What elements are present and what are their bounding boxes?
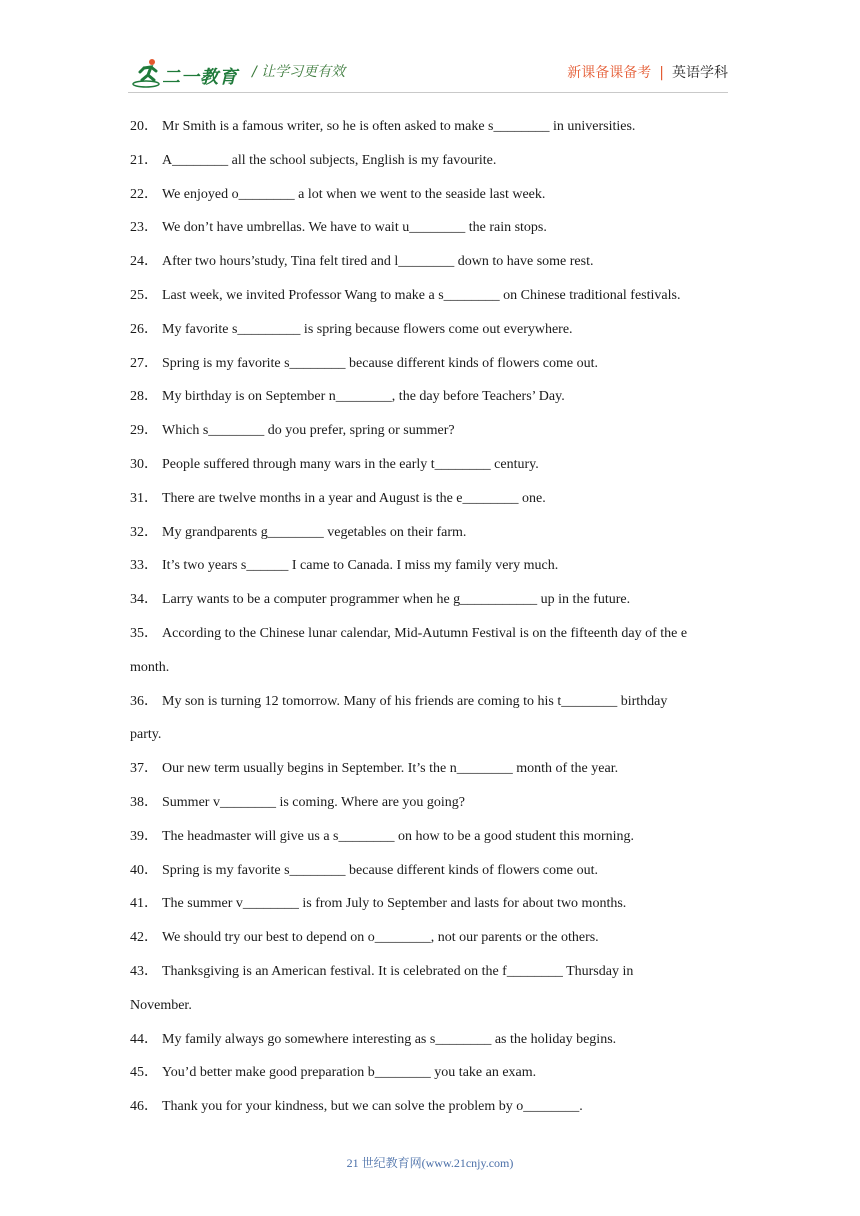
question-text: Mr Smith is a famous writer, so he is often asked to make s________ in universities. bbox=[162, 119, 636, 134]
question-item bbox=[130, 955, 730, 989]
question-text: Our new term usually begins in September. It’s the n________ month of the year. bbox=[162, 761, 619, 777]
question-item bbox=[130, 245, 730, 279]
question-number: 23． bbox=[130, 220, 158, 236]
question-item bbox=[130, 380, 730, 414]
question-text: After two hours’study, Tina felt tired and l________ down to have some rest. bbox=[162, 254, 594, 270]
question-text: The headmaster will give us a s________ on how to be a good student this morning. bbox=[162, 828, 635, 844]
question-item bbox=[130, 617, 730, 651]
question-number: 32． bbox=[130, 524, 158, 540]
question-number: 25． bbox=[130, 287, 158, 303]
question-text: My grandparents g________ vegetables on their farm. bbox=[162, 524, 467, 540]
question-number: 28． bbox=[130, 389, 158, 405]
question-item bbox=[130, 1056, 730, 1090]
header-separator: | bbox=[659, 65, 664, 81]
question-text: Thanksgiving is an American festival. It is celebrated on the f________ Thursday in bbox=[162, 963, 634, 979]
question-number: 24． bbox=[130, 254, 158, 270]
question-text: Spring is my favorite s________ because different kinds of flowers come out. bbox=[162, 355, 598, 371]
question-item bbox=[130, 178, 730, 212]
question-text: It’s two years s______ I came to Canada. I miss my family very much. bbox=[162, 558, 559, 574]
question-text: We don’t have umbrellas. We have to wait u________ the rain stops. bbox=[162, 220, 547, 236]
question-number: 38． bbox=[130, 794, 158, 810]
question-item bbox=[130, 110, 730, 144]
question-text: Thank you for your kindness, but we can solve the problem by o________. bbox=[162, 1099, 583, 1115]
question-item bbox=[130, 482, 730, 516]
question-text: My family always go somewhere interesting as s________ as the holiday begins. bbox=[162, 1031, 617, 1047]
question-item bbox=[130, 347, 730, 381]
question-item bbox=[130, 549, 730, 583]
logo-text: 二一教育 bbox=[162, 67, 238, 88]
page-header bbox=[128, 52, 728, 92]
question-text: Which s________ do you prefer, spring or summer? bbox=[162, 423, 455, 439]
question-number: 41． bbox=[130, 896, 158, 912]
question-continuation: month. bbox=[130, 659, 170, 675]
header-subject: 英语学科 bbox=[672, 65, 728, 81]
question-text: You’d better make good preparation b________ you take an exam. bbox=[162, 1065, 537, 1081]
question-text: We enjoyed o________ a lot when we went to the seaside last week. bbox=[162, 186, 546, 202]
question-text: People suffered through many wars in the early t________ century. bbox=[162, 456, 539, 472]
question-item bbox=[130, 414, 730, 448]
question-text: There are twelve months in a year and August is the e________ one. bbox=[162, 490, 546, 506]
question-number: 46． bbox=[130, 1099, 158, 1115]
question-text: According to the Chinese lunar calendar, Mid-Autumn Festival is on the fifteenth day of the e bbox=[162, 625, 688, 641]
page-footer: 21 世纪教育网(www.21cnjy.com) bbox=[346, 1156, 514, 1170]
question-number: 20． bbox=[130, 119, 158, 134]
question-number: 36． bbox=[130, 693, 158, 709]
question-number: 44． bbox=[130, 1031, 158, 1047]
question-item bbox=[130, 1090, 730, 1124]
question-item bbox=[130, 516, 730, 550]
question-number: 37． bbox=[130, 761, 158, 777]
question-text: My son is turning 12 tomorrow. Many of his friends are coming to his t________ birthday bbox=[162, 693, 668, 709]
question-list bbox=[130, 110, 730, 1124]
header-right bbox=[567, 62, 728, 82]
question-item bbox=[130, 279, 730, 313]
brand-logo bbox=[128, 56, 240, 90]
question-text: Last week, we invited Professor Wang to make a s________ on Chinese traditional festivals. bbox=[162, 287, 681, 303]
question-item bbox=[130, 752, 730, 786]
question-item bbox=[130, 313, 730, 347]
question-text: My favorite s_________ is spring because flowers come out everywhere. bbox=[162, 321, 573, 337]
question-number: 33． bbox=[130, 558, 158, 574]
question-number: 27． bbox=[130, 355, 158, 371]
header-divider bbox=[128, 92, 728, 93]
question-number: 26． bbox=[130, 321, 158, 337]
question-text: My birthday is on September n________, the day before Teachers’ Day. bbox=[162, 389, 565, 405]
question-item bbox=[130, 685, 730, 719]
question-text: Spring is my favorite s________ because different kinds of flowers come out. bbox=[162, 862, 598, 878]
question-continuation: November. bbox=[130, 997, 192, 1013]
header-course-label: 新课备课备考 bbox=[567, 65, 652, 81]
slogan: / 让学习更有效 bbox=[252, 64, 346, 80]
question-text: We should try our best to depend on o________, not our parents or the others. bbox=[162, 930, 599, 946]
question-item bbox=[130, 211, 730, 245]
runner-logo-icon bbox=[132, 56, 166, 90]
question-number: 35． bbox=[130, 625, 158, 641]
question-item bbox=[130, 1023, 730, 1057]
question-text: A________ all the school subjects, English is my favourite. bbox=[162, 152, 497, 168]
question-item bbox=[130, 786, 730, 820]
question-number: 34． bbox=[130, 592, 158, 608]
question-text: Larry wants to be a computer programmer when he g___________ up in the future. bbox=[162, 592, 631, 608]
question-text: The summer v________ is from July to September and lasts for about two months. bbox=[162, 896, 627, 912]
question-item bbox=[130, 854, 730, 888]
question-number: 45． bbox=[130, 1065, 158, 1081]
question-item bbox=[130, 144, 730, 178]
question-number: 22． bbox=[130, 186, 158, 202]
question-item bbox=[130, 820, 730, 854]
question-number: 43． bbox=[130, 963, 158, 979]
question-item bbox=[130, 448, 730, 482]
question-number: 40． bbox=[130, 862, 158, 878]
question-number: 30． bbox=[130, 456, 158, 472]
question-continuation: party. bbox=[130, 727, 162, 743]
question-text: Summer v________ is coming. Where are you going? bbox=[162, 794, 466, 810]
question-item bbox=[130, 921, 730, 955]
question-number: 39． bbox=[130, 828, 158, 844]
question-item bbox=[130, 887, 730, 921]
question-number: 21． bbox=[130, 152, 158, 168]
question-number: 42． bbox=[130, 930, 158, 946]
question-number: 31． bbox=[130, 490, 158, 506]
question-item bbox=[130, 583, 730, 617]
question-number: 29． bbox=[130, 423, 158, 439]
